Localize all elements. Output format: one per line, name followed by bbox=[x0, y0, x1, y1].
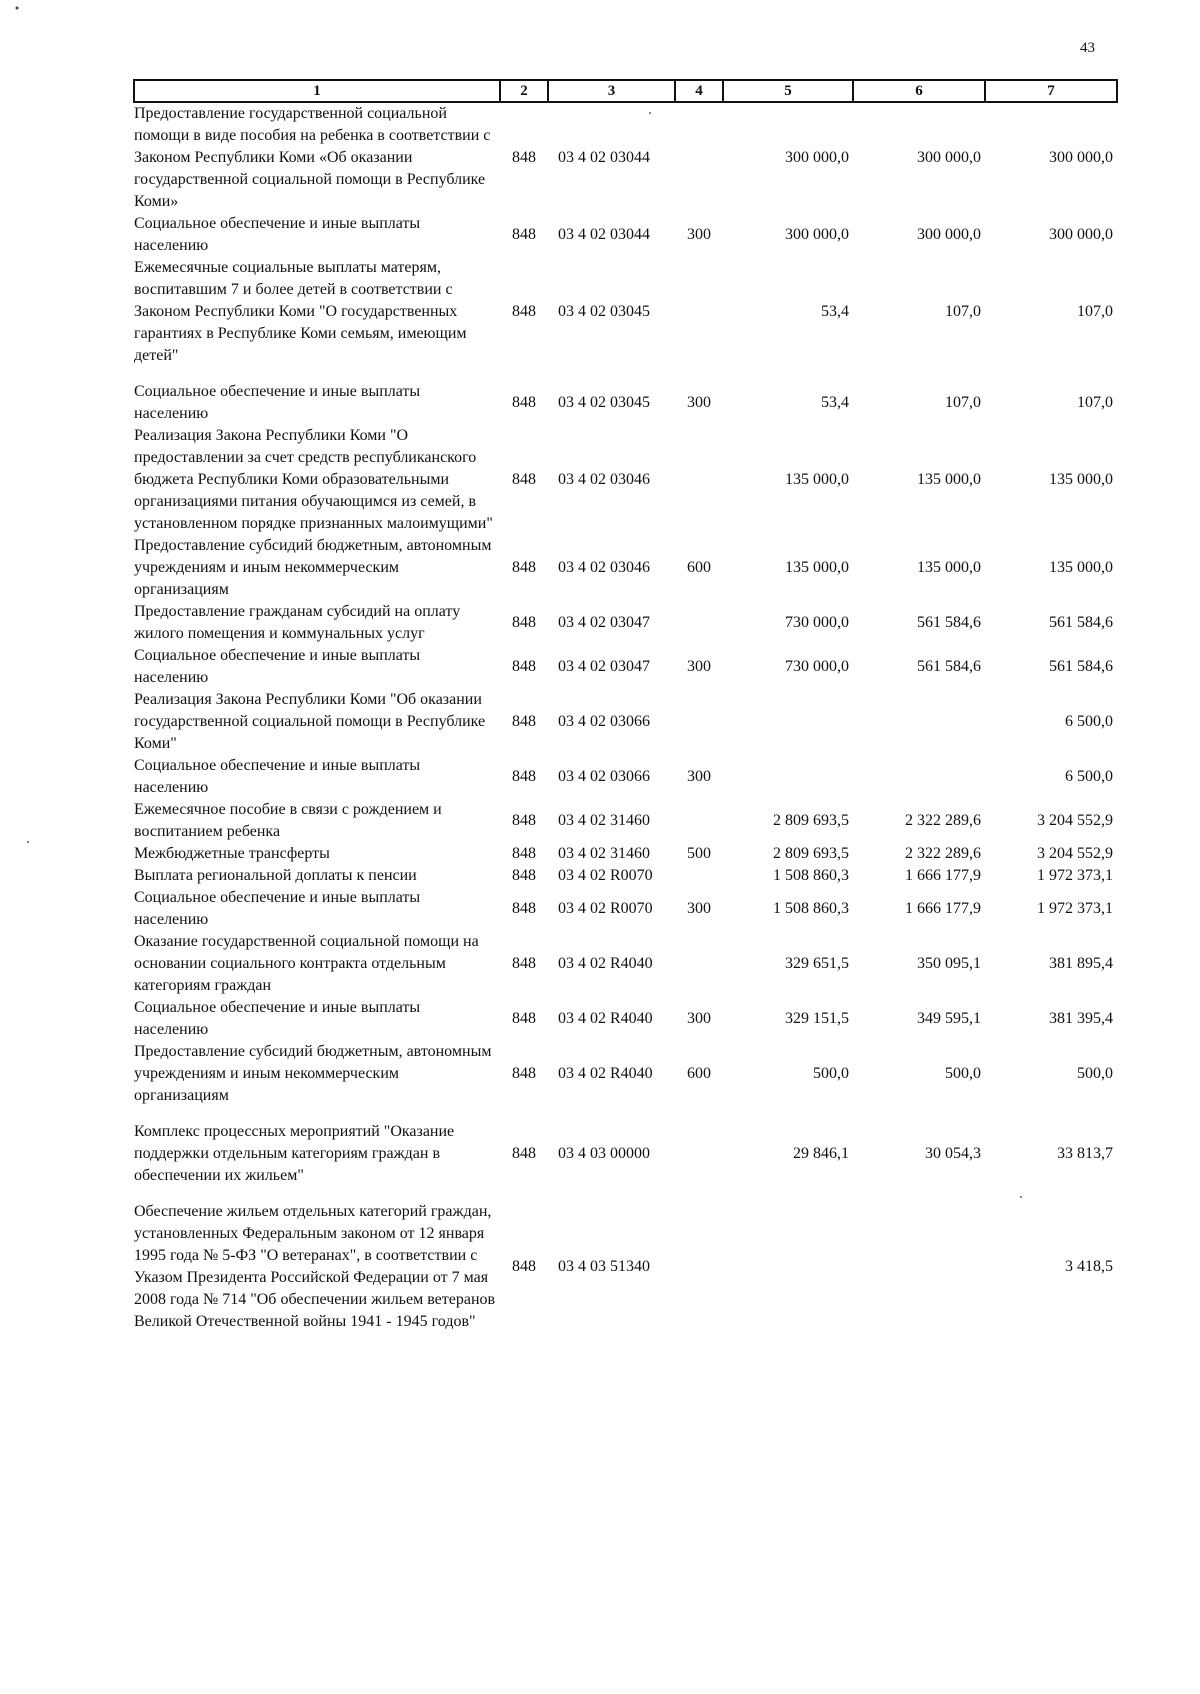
cell-amount-6: 135 000,0 bbox=[917, 471, 981, 488]
cell-name: Предоставление гражданам субсидий на оплату жилого помещения и коммунальных услуг bbox=[134, 603, 461, 642]
cell-amount-7: 1 972 373,1 bbox=[1037, 900, 1113, 917]
column-header-7: 7 bbox=[985, 80, 1117, 102]
cell-target-article: 03 4 02 R0070 bbox=[558, 867, 653, 884]
cell-gov-code: 848 bbox=[512, 900, 536, 917]
table-body bbox=[134, 102, 1117, 1333]
cell-amount-5: 135 000,0 bbox=[785, 559, 849, 576]
table-header bbox=[134, 80, 1117, 102]
cell-amount-5: 329 151,5 bbox=[785, 1010, 849, 1027]
cell-target-article: 03 4 02 R0070 bbox=[558, 900, 653, 917]
cell-name: Комплекс процессных мероприятий "Оказание поддержки отдельным категориям граждан в обеспечении их жильем" bbox=[134, 1123, 455, 1184]
cell-amount-7: 135 000,0 bbox=[1049, 559, 1113, 576]
cell-expense-type: 300 bbox=[687, 768, 711, 785]
table-row bbox=[134, 1121, 1117, 1187]
cell-name: Предоставление государственной социальной помощи в виде пособия на ребенка в соответствии с Законом Республики Коми «Об оказании государственной социальной помощи в Республике Коми» bbox=[134, 105, 491, 210]
cell-expense-type bbox=[675, 102, 723, 213]
cell-amount-5: 2 809 693,5 bbox=[773, 812, 849, 829]
row-spacer bbox=[134, 1107, 1117, 1121]
cell-gov-code: 848 bbox=[512, 1010, 536, 1027]
cell-expense-type bbox=[675, 601, 723, 645]
cell-expense-type: 600 bbox=[687, 1065, 711, 1082]
cell-amount-6: 30 054,3 bbox=[925, 1145, 981, 1162]
column-header-4: 4 bbox=[675, 80, 723, 102]
cell-amount-6 bbox=[853, 689, 985, 755]
cell-target-article: 03 4 02 03066 bbox=[558, 713, 650, 730]
cell-gov-code: 848 bbox=[512, 226, 536, 243]
cell-amount-7: 3 204 552,9 bbox=[1037, 812, 1113, 829]
cell-expense-type bbox=[675, 865, 723, 887]
cell-gov-code: 848 bbox=[512, 303, 536, 320]
cell-amount-5: 300 000,0 bbox=[785, 149, 849, 166]
cell-target-article: 03 4 02 31460 bbox=[558, 812, 650, 829]
cell-name: Выплата региональной доплаты к пенсии bbox=[134, 867, 417, 884]
cell-amount-5: 730 000,0 bbox=[785, 658, 849, 675]
cell-name: Реализация Закона Республики Коми "Об оказании государственной социальной помощи в Республике Коми" bbox=[134, 691, 486, 752]
cell-amount-7: 381 895,4 bbox=[1049, 955, 1113, 972]
cell-amount-6: 300 000,0 bbox=[917, 226, 981, 243]
cell-target-article: 03 4 02 R4040 bbox=[558, 1065, 653, 1082]
cell-expense-type bbox=[675, 1201, 723, 1333]
row-spacer bbox=[134, 367, 1117, 381]
cell-expense-type: 500 bbox=[687, 845, 711, 862]
cell-name: Социальное обеспечение и иные выплаты населению bbox=[134, 647, 421, 686]
cell-expense-type bbox=[675, 799, 723, 843]
cell-gov-code: 848 bbox=[512, 1065, 536, 1082]
cell-target-article: 03 4 02 03045 bbox=[558, 303, 650, 320]
table-row bbox=[134, 645, 1117, 689]
cell-name: Межбюджетные трансферты bbox=[134, 845, 330, 862]
cell-gov-code: 848 bbox=[512, 955, 536, 972]
table-row bbox=[134, 425, 1117, 535]
cell-target-article: 03 4 02 03044 bbox=[558, 149, 650, 166]
cell-expense-type: 300 bbox=[687, 1010, 711, 1027]
spacer-cell bbox=[134, 367, 1117, 381]
cell-gov-code: 848 bbox=[512, 867, 536, 884]
table-row bbox=[134, 997, 1117, 1041]
cell-gov-code: 848 bbox=[512, 658, 536, 675]
cell-amount-6: 500,0 bbox=[945, 1065, 981, 1082]
cell-name: Социальное обеспечение и иные выплаты населению bbox=[134, 383, 421, 422]
cell-gov-code: 848 bbox=[512, 614, 536, 631]
cell-amount-7: 300 000,0 bbox=[1049, 149, 1113, 166]
cell-expense-type bbox=[675, 1121, 723, 1187]
table-row bbox=[134, 601, 1117, 645]
table-row bbox=[134, 213, 1117, 257]
cell-name: Социальное обеспечение и иные выплаты населению bbox=[134, 215, 421, 254]
cell-name: Ежемесячные социальные выплаты матерям, воспитавшим 7 и более детей в соответствии с Законом Республики Коми "О государственных гарантиях в Республике Коми семьям, имеющим детей" bbox=[134, 259, 467, 364]
table-row bbox=[134, 257, 1117, 367]
cell-expense-type bbox=[675, 425, 723, 535]
page-number: 43 bbox=[1080, 40, 1095, 56]
cell-amount-5: 730 000,0 bbox=[785, 614, 849, 631]
table-row bbox=[134, 381, 1117, 425]
cell-expense-type bbox=[675, 689, 723, 755]
table-row bbox=[134, 755, 1117, 799]
cell-name: Предоставление субсидий бюджетным, автономным учреждениям и иным некоммерческим организациям bbox=[134, 1043, 492, 1104]
row-spacer bbox=[134, 1187, 1117, 1201]
table-row bbox=[134, 1041, 1117, 1107]
cell-expense-type: 600 bbox=[687, 559, 711, 576]
cell-amount-7: 3 204 552,9 bbox=[1037, 845, 1113, 862]
cell-amount-5: 29 846,1 bbox=[793, 1145, 849, 1162]
cell-amount-7: 381 395,4 bbox=[1049, 1010, 1113, 1027]
cell-amount-5: 300 000,0 bbox=[785, 226, 849, 243]
cell-gov-code: 848 bbox=[512, 559, 536, 576]
cell-target-article: 03 4 02 03047 bbox=[558, 658, 650, 675]
table-row bbox=[134, 102, 1117, 213]
column-header-5: 5 bbox=[723, 80, 853, 102]
cell-gov-code: 848 bbox=[512, 394, 536, 411]
column-header-2: 2 bbox=[500, 80, 548, 102]
cell-amount-5: 1 508 860,3 bbox=[773, 867, 849, 884]
cell-target-article: 03 4 02 03066 bbox=[558, 768, 650, 785]
cell-amount-6: 107,0 bbox=[945, 303, 981, 320]
cell-target-article: 03 4 02 03046 bbox=[558, 471, 650, 488]
spacer-cell bbox=[134, 1187, 1117, 1201]
cell-amount-7: 300 000,0 bbox=[1049, 226, 1113, 243]
cell-amount-6: 107,0 bbox=[945, 394, 981, 411]
cell-name: Предоставление субсидий бюджетным, автономным учреждениям и иным некоммерческим организациям bbox=[134, 537, 492, 598]
cell-name: Обеспечение жильем отдельных категорий граждан, установленных Федеральным законом от 12 января 1995 года № 5-ФЗ "О ветеранах", в соответствии с Указом Президента Российской Федерации от 7 мая 2008 года № 714 "Об обеспечении жильем ветеранов Великой Отечественной войны 1941 - 1945 годов" bbox=[134, 1203, 496, 1330]
cell-amount-5: 2 809 693,5 bbox=[773, 845, 849, 862]
cell-amount-7: 135 000,0 bbox=[1049, 471, 1113, 488]
cell-amount-7: 561 584,6 bbox=[1049, 614, 1113, 631]
cell-gov-code: 848 bbox=[512, 812, 536, 829]
cell-amount-6: 2 322 289,6 bbox=[905, 845, 981, 862]
cell-gov-code: 848 bbox=[512, 1258, 536, 1275]
cell-expense-type: 300 bbox=[687, 900, 711, 917]
cell-target-article: 03 4 02 R4040 bbox=[558, 955, 653, 972]
cell-target-article: 03 4 02 R4040 bbox=[558, 1010, 653, 1027]
cell-expense-type: 300 bbox=[687, 394, 711, 411]
cell-amount-6 bbox=[853, 1201, 985, 1333]
cell-amount-6: 561 584,6 bbox=[917, 614, 981, 631]
cell-amount-5: 53,4 bbox=[821, 303, 849, 320]
cell-amount-5: 329 651,5 bbox=[785, 955, 849, 972]
cell-amount-7: 107,0 bbox=[1077, 394, 1113, 411]
cell-amount-7: 3 418,5 bbox=[1065, 1258, 1113, 1275]
cell-expense-type: 300 bbox=[687, 226, 711, 243]
table-row bbox=[134, 535, 1117, 601]
cell-amount-6: 1 666 177,9 bbox=[905, 900, 981, 917]
cell-amount-7: 500,0 bbox=[1077, 1065, 1113, 1082]
table-row bbox=[134, 865, 1117, 887]
cell-target-article: 03 4 02 03047 bbox=[558, 614, 650, 631]
cell-amount-5: 53,4 bbox=[821, 394, 849, 411]
cell-gov-code: 848 bbox=[512, 768, 536, 785]
cell-gov-code: 848 bbox=[512, 149, 536, 166]
cell-target-article: 03 4 03 00000 bbox=[558, 1145, 650, 1162]
cell-amount-5: 135 000,0 bbox=[785, 471, 849, 488]
cell-name: Социальное обеспечение и иные выплаты населению bbox=[134, 889, 421, 928]
cell-gov-code: 848 bbox=[512, 845, 536, 862]
cell-name: Ежемесячное пособие в связи с рождением и воспитанием ребенка bbox=[134, 801, 442, 840]
cell-name: Реализация Закона Республики Коми "О предоставлении за счет средств республиканского бюджета Республики Коми образовательными организациями питания обучающимся из семей, в установленном порядке признанных малоимущими" bbox=[134, 427, 493, 532]
column-header-1: 1 bbox=[134, 80, 500, 102]
table-row bbox=[134, 887, 1117, 931]
cell-target-article: 03 4 02 03045 bbox=[558, 394, 650, 411]
cell-target-article: 03 4 02 03044 bbox=[558, 226, 650, 243]
cell-amount-6 bbox=[853, 755, 985, 799]
cell-amount-6: 561 584,6 bbox=[917, 658, 981, 675]
cell-expense-type: 300 bbox=[687, 658, 711, 675]
cell-name: Социальное обеспечение и иные выплаты населению bbox=[134, 999, 421, 1038]
cell-name: Оказание государственной социальной помощи на основании социального контракта отдельным категориям граждан bbox=[134, 933, 479, 994]
table-row bbox=[134, 931, 1117, 997]
column-header-3: 3 bbox=[548, 80, 675, 102]
table-row bbox=[134, 843, 1117, 865]
cell-amount-7: 1 972 373,1 bbox=[1037, 867, 1113, 884]
table-row bbox=[134, 1201, 1117, 1333]
cell-amount-7: 6 500,0 bbox=[1065, 768, 1113, 785]
cell-amount-6: 300 000,0 bbox=[917, 149, 981, 166]
cell-gov-code: 848 bbox=[512, 471, 536, 488]
cell-amount-6: 2 322 289,6 bbox=[905, 812, 981, 829]
cell-amount-5 bbox=[723, 1201, 853, 1333]
cell-amount-7: 561 584,6 bbox=[1049, 658, 1113, 675]
cell-amount-6: 350 095,1 bbox=[917, 955, 981, 972]
cell-amount-7: 6 500,0 bbox=[1065, 713, 1113, 730]
cell-name: Социальное обеспечение и иные выплаты населению bbox=[134, 757, 421, 796]
cell-expense-type bbox=[675, 257, 723, 367]
cell-target-article: 03 4 02 03046 bbox=[558, 559, 650, 576]
cell-amount-7: 107,0 bbox=[1077, 303, 1113, 320]
table-row bbox=[134, 799, 1117, 843]
cell-amount-5: 1 508 860,3 bbox=[773, 900, 849, 917]
cell-gov-code: 848 bbox=[512, 713, 536, 730]
budget-table bbox=[133, 79, 1118, 1333]
cell-amount-5: 500,0 bbox=[813, 1065, 849, 1082]
cell-target-article: 03 4 02 31460 bbox=[558, 845, 650, 862]
cell-amount-6: 349 595,1 bbox=[917, 1010, 981, 1027]
cell-expense-type bbox=[675, 931, 723, 997]
cell-amount-6: 135 000,0 bbox=[917, 559, 981, 576]
cell-amount-5 bbox=[723, 689, 853, 755]
spacer-cell bbox=[134, 1107, 1117, 1121]
column-header-6: 6 bbox=[853, 80, 985, 102]
table-row bbox=[134, 689, 1117, 755]
cell-amount-5 bbox=[723, 755, 853, 799]
cell-target-article: 03 4 03 51340 bbox=[558, 1258, 650, 1275]
cell-amount-7: 33 813,7 bbox=[1057, 1145, 1113, 1162]
cell-amount-6: 1 666 177,9 bbox=[905, 867, 981, 884]
cell-gov-code: 848 bbox=[512, 1145, 536, 1162]
